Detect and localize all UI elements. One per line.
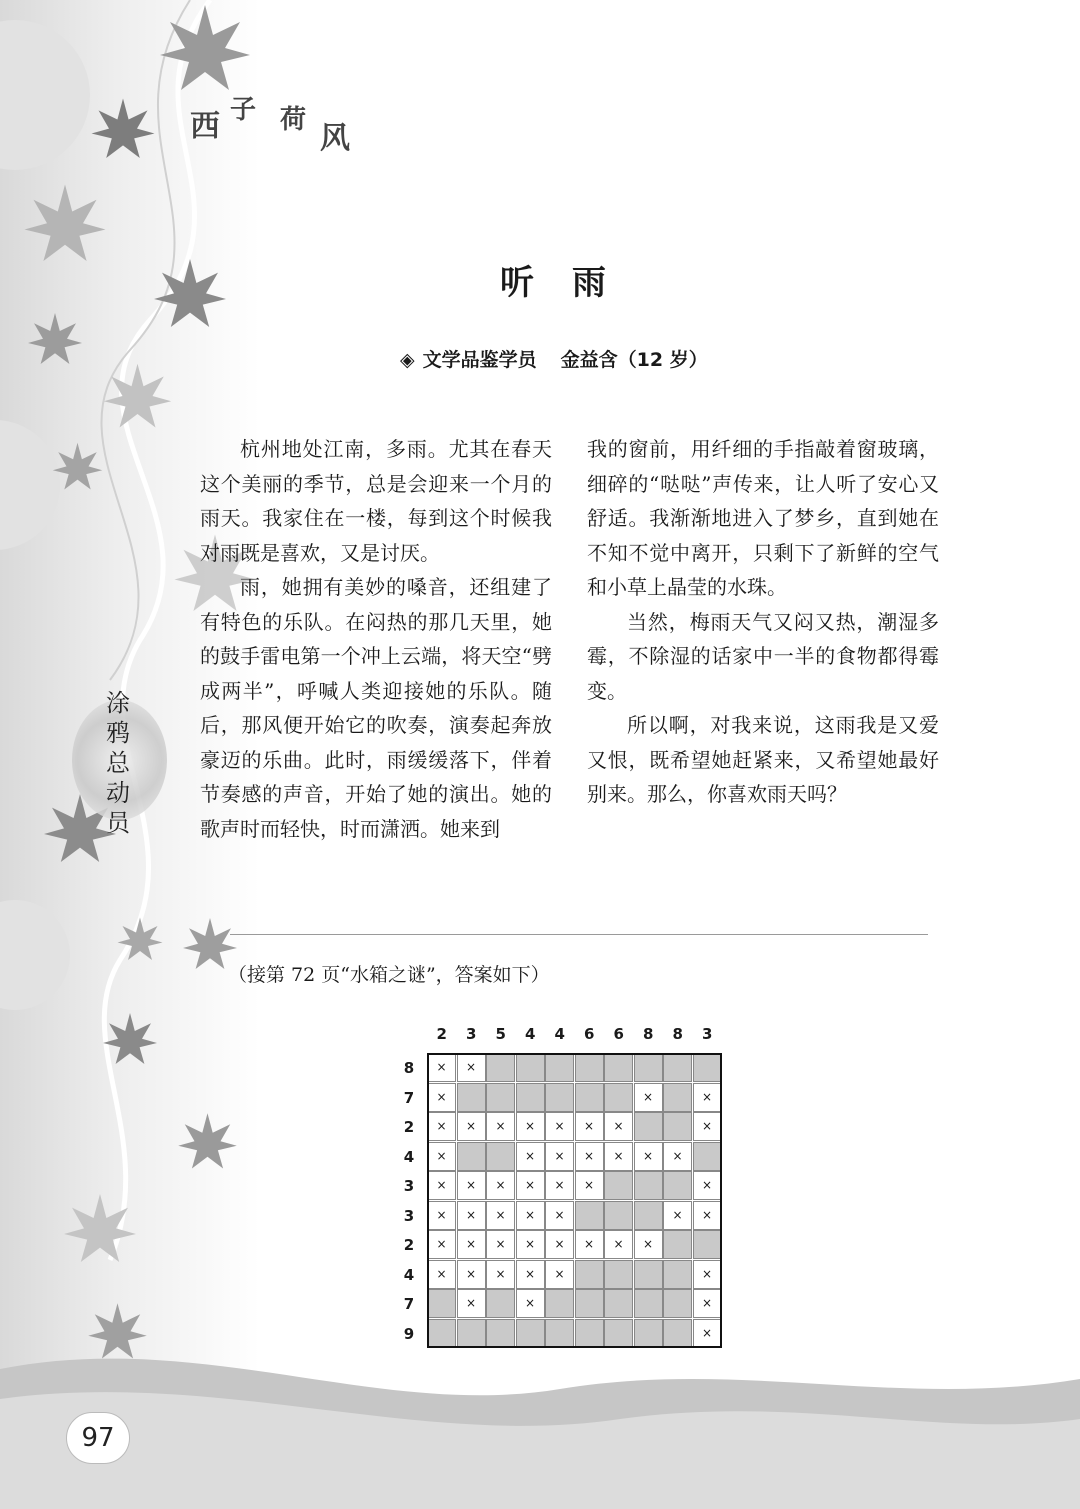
article-column-right (587, 432, 939, 812)
column-clue: 8 (672, 1025, 683, 1043)
maple-leaf-icon (20, 180, 110, 270)
grid-cell-marked: × (427, 1230, 456, 1259)
grid-frame (427, 1053, 722, 1348)
row-clue: 2 (403, 1236, 415, 1254)
side-label-char: 总 (106, 749, 130, 777)
row-clue: 7 (403, 1295, 415, 1313)
grid-cell-marked: × (516, 1171, 545, 1200)
row-clue: 4 (403, 1265, 415, 1284)
answer-note: （接第 72 页“水箱之谜”，答案如下） (228, 964, 550, 986)
grid-cell-marked: × (545, 1171, 574, 1200)
grid-cell-marked: × (457, 1289, 486, 1318)
grid-cell-marked: × (575, 1142, 604, 1171)
grid-cell-marked: × (634, 1142, 663, 1171)
grid-cell-marked: × (545, 1260, 574, 1289)
grid-cell-marked: × (457, 1260, 486, 1289)
grid-cell-marked: × (516, 1112, 545, 1141)
maple-leaf-icon (50, 440, 105, 495)
grid-cell-marked: × (604, 1112, 633, 1141)
maple-leaf-icon (60, 1190, 140, 1270)
grid-cell-marked: × (457, 1201, 486, 1230)
row-clue: 2 (403, 1118, 415, 1136)
maple-leaf-icon (88, 95, 158, 165)
side-label-char: 鸦 (106, 719, 130, 747)
grid-cell-marked: × (545, 1201, 574, 1230)
byline-author: 金益含（12 岁） (560, 349, 708, 371)
grid-cell-marked: × (486, 1171, 515, 1200)
divider (230, 934, 928, 935)
grid-cell-marked: × (693, 1083, 722, 1112)
row-clue: 7 (403, 1088, 415, 1107)
grid-cell-marked: × (427, 1053, 456, 1082)
maple-leaf-icon (150, 0, 260, 100)
maple-leaf-icon (150, 255, 230, 335)
column-clue: 3 (702, 1025, 713, 1043)
grid-cell-marked: × (457, 1230, 486, 1259)
grid-cell-marked: × (427, 1201, 456, 1230)
grid-cell-marked: × (575, 1230, 604, 1259)
maple-leaf-icon (115, 915, 165, 965)
grid-cell-marked: × (604, 1230, 633, 1259)
paragraph: 雨，她拥有美妙的嗓音，还组建了有特色的乐队。在闷热的那几天里，她的鼓手雷电第一个冲上云端，将天空“劈成两半”，呼喊人类迎接她的乐队。随后，那风便开始它的吹奏，演奏起奔放豪迈的乐曲。此时，雨缓缓落下，伴着节奏感的声音，开始了她的演出。她的歌声时而轻快，时而潇洒。她来到 (200, 575, 552, 841)
section-label-char: 荷 (280, 105, 307, 135)
side-label-char: 涂 (106, 689, 130, 717)
column-clue: 4 (525, 1025, 536, 1043)
maple-leaf-icon (175, 1110, 240, 1175)
column-clue: 2 (436, 1025, 447, 1043)
side-label-char: 动 (106, 779, 130, 807)
grid-cell-marked: × (663, 1142, 692, 1171)
grid-cell-marked: × (427, 1260, 456, 1289)
column-clue: 5 (495, 1025, 506, 1043)
column-clue: 3 (466, 1025, 477, 1043)
section-label-char: 风 (320, 121, 350, 156)
side-column-label (98, 688, 138, 838)
grid-cell-marked: × (693, 1289, 722, 1318)
grid-cell-marked: × (575, 1112, 604, 1141)
grid-cell-marked: × (516, 1260, 545, 1289)
row-clue: 9 (403, 1324, 415, 1343)
maple-leaf-icon (100, 1010, 160, 1070)
paragraph: 我的窗前，用纤细的手指敲着窗玻璃，细碎的“哒哒”声传来，让人听了安心又舒适。我渐渐地进入了梦乡，直到她在不知不觉中离开，只剩下了新鲜的空气和小草上晶莹的水珠。 (587, 437, 939, 599)
row-clue: 3 (403, 1177, 415, 1195)
grid-cell-marked: × (693, 1112, 722, 1141)
grid-cell-marked: × (693, 1171, 722, 1200)
column-clue: 6 (613, 1025, 624, 1043)
grid-cell-marked: × (634, 1083, 663, 1112)
grid-cell-marked: × (516, 1230, 545, 1259)
maple-leaf-icon (100, 360, 175, 435)
grid-cell-marked: × (457, 1053, 486, 1082)
article-column-left (200, 432, 552, 846)
column-clue: 6 (584, 1025, 595, 1043)
maple-leaf-icon (25, 310, 85, 370)
side-label-char: 员 (106, 809, 130, 837)
byline-role: 文学品鉴学员 (422, 349, 537, 371)
grid-cell-marked: × (427, 1083, 456, 1112)
section-label (190, 95, 390, 155)
grid-cell-marked: × (575, 1171, 604, 1200)
column-clue: 4 (554, 1025, 565, 1043)
column-clue: 8 (643, 1025, 654, 1043)
grid-cell-marked: × (604, 1142, 633, 1171)
section-label-char: 子 (230, 95, 257, 125)
grid-cell-marked: × (427, 1171, 456, 1200)
section-label-char: 西 (190, 109, 220, 144)
grid-cell-marked: × (516, 1142, 545, 1171)
diamond-bullet-icon: ◈ (400, 349, 415, 371)
grid-cell-marked: × (457, 1112, 486, 1141)
grid-cell-marked: × (545, 1142, 574, 1171)
byline (400, 345, 708, 372)
grid-cell-marked: × (486, 1230, 515, 1259)
paragraph: 杭州地处江南，多雨。尤其在春天这个美丽的季节，总是会迎来一个月的雨天。我家住在一楼，每到这个时候我对雨既是喜欢，又是讨厌。 (200, 437, 552, 565)
grid-cell-marked: × (427, 1142, 456, 1171)
grid-cell-marked: × (693, 1260, 722, 1289)
grid-cell-marked: × (634, 1230, 663, 1259)
grid-cell-marked: × (663, 1201, 692, 1230)
paragraph: 所以啊，对我来说，这雨我是又爱又恨，既希望她赶紧来，又希望她最好别来。那么，你喜欢雨天吗？ (587, 713, 939, 806)
grid-cell-marked: × (516, 1289, 545, 1318)
article-title: 听雨 (500, 263, 644, 303)
row-clue: 8 (403, 1059, 415, 1077)
grid-cell-marked: × (457, 1171, 486, 1200)
grid-cell-marked: × (693, 1201, 722, 1230)
paragraph: 当然，梅雨天气又闷又热，潮湿多霉，不除湿的话家中一半的食物都得霉变。 (587, 609, 939, 703)
row-clue: 4 (403, 1147, 415, 1166)
grid-cell-marked: × (545, 1112, 574, 1141)
row-clue: 3 (403, 1206, 415, 1225)
grid-cell-marked: × (486, 1260, 515, 1289)
grid-cell-marked: × (486, 1201, 515, 1230)
grid-cell-marked: × (516, 1201, 545, 1230)
grid-cell-marked: × (486, 1112, 515, 1141)
page-number: 97 (66, 1412, 130, 1464)
grid-cell-marked: × (427, 1112, 456, 1141)
grid-cell-marked: × (545, 1230, 574, 1259)
grid-cell-marked: × (693, 1319, 722, 1348)
